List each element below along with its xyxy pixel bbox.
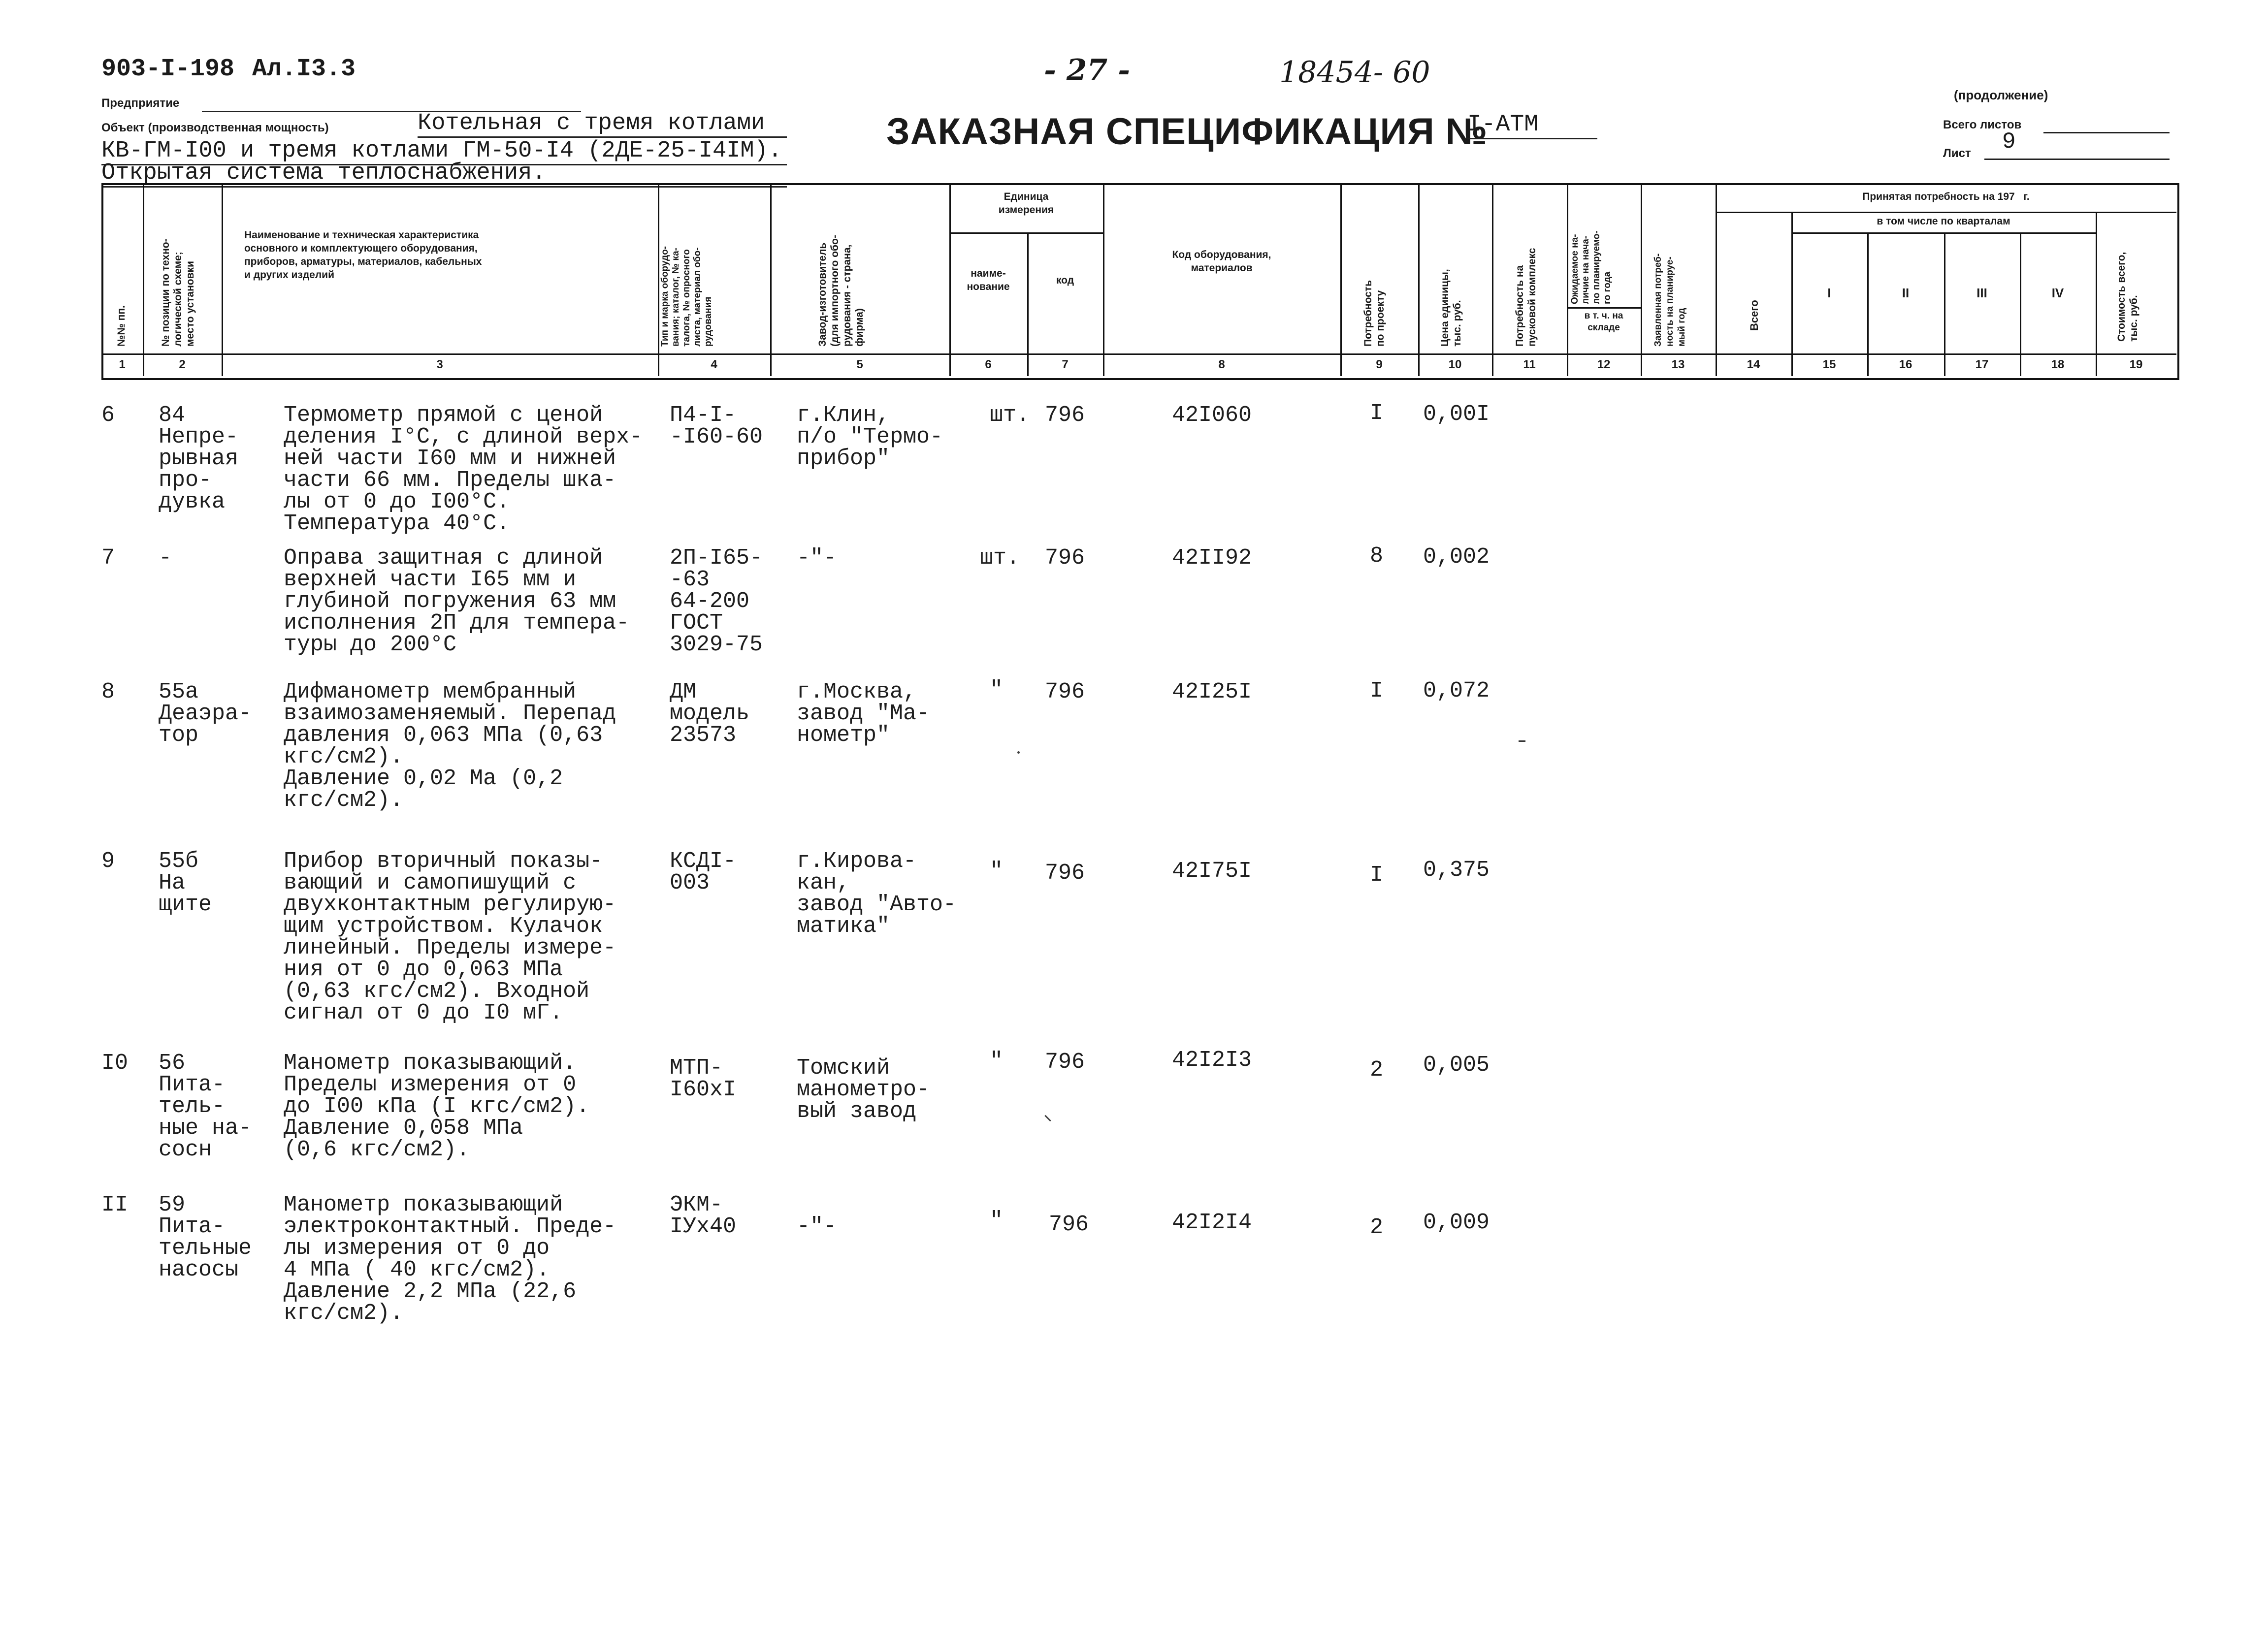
col-header-total-cost: Стоимость всего, тыс. руб. [2116,252,2139,342]
col-number: 1 [119,358,126,371]
row-type: П4-I- -I60-60 [670,403,763,449]
row-number: 9 [101,849,115,874]
col-header-num: №№ пп. [116,305,127,347]
row-description: Манометр показывающий. Пределы измерения от 0 до I00 кПа (I кгс/см2). Давление 0,058 МПа (0,6 кгс/см2). [284,1051,590,1162]
col-number: 5 [856,358,863,371]
row-quantity: 8 [1370,543,1384,569]
row-position: 55б На щите [159,849,212,917]
row-type: 2П-I65- -63 64-200 ГОСТ 3029-75 [670,545,763,657]
unit-group-divider [949,232,1103,234]
col-header-startup-need: Потребность на пусковой комплекс [1514,248,1538,347]
col-number: 18 [2051,358,2065,371]
object-line-3: Открытая система теплоснабжения. [101,160,787,188]
col-header-quarters: в том числе по кварталам [1877,216,2010,227]
row-material-code: 42I060 [1172,403,1252,428]
col-number: 16 [1899,358,1912,371]
total-sheets-label: Всего листов [1943,118,2022,131]
col-number: 12 [1597,358,1611,371]
row-quantity: I [1370,678,1384,703]
row-material-code: 42I25I [1172,679,1252,704]
row-unit: шт. [990,403,1030,428]
row-unit: " [990,1049,1004,1074]
col-number: 14 [1747,358,1760,371]
col-header-unit-name: наиме- нование [967,268,1010,292]
col-header-maker: Завод-изготовитель (для импортного обо- рудования - страна, фирма) [817,235,865,347]
col-number: 2 [179,358,186,371]
row-type: ДМ модель 23573 [670,679,750,748]
col-header-declared-need: Заявленная потреб- ность на планируе- мый год [1653,253,1687,347]
row-unit-code: 796 [1045,679,1085,704]
col-divider [143,183,144,376]
stock-divider [1567,307,1641,309]
col-number: 13 [1671,358,1685,371]
col-number: 3 [436,358,443,371]
col-divider [2096,212,2097,376]
col-number: 11 [1523,358,1536,371]
col-number: 10 [1448,358,1462,371]
row-unit: " [990,1208,1004,1233]
col-number: 4 [711,358,717,371]
col-divider [1641,183,1642,376]
row-unit-code: 796 [1045,1050,1085,1075]
col-header-unit-group: Единица измерения [998,191,1054,216]
row-quantity: I [1370,862,1384,888]
col-number: 15 [1822,358,1836,371]
col-header-position: № позиции по техно- логической схеме; место установки [160,238,196,347]
col-header-unit-code: код [1056,275,1074,286]
row-material-code: 42I75I [1172,859,1252,884]
col-number: 19 [2129,358,2143,371]
object-line-1: Котельная с тремя котлами [418,110,787,138]
row-maker: г.Клин, п/о "Термо- прибор" [797,403,943,471]
object-label: Объект (производственная мощность) [101,121,329,134]
row-number: 8 [101,679,115,704]
col-header-q4: IV [2051,286,2064,300]
col-number: 7 [1062,358,1069,371]
object-line-2: КВ-ГМ-I00 и тремя котлами ГМ-50-I4 (2ДЕ-25-I4IМ). [101,138,787,165]
sheet-number: 9 [2002,129,2016,155]
row-quantity: 2 [1370,1057,1384,1083]
quarters-divider [1791,232,2096,234]
col-divider [770,183,772,376]
col-header-q1: I [1827,286,1831,300]
row-unit-code: 796 [1049,1212,1089,1237]
row-price: 0,375 [1423,858,1490,883]
row-unit: " [990,677,1004,702]
row-position: 55а Деаэра- тор [159,679,252,748]
col-number: 9 [1376,358,1383,371]
col-divider [222,183,223,376]
column-header-table [101,183,2178,379]
row-material-code: 42II92 [1172,545,1252,571]
handwritten-number: 18454- 60 [1279,55,1430,90]
col-header-in-stock: в т. ч. на складе [1584,311,1623,333]
col-header-q3: III [1976,286,1987,300]
enterprise-label: Предприятие [101,96,180,110]
col-divider [1567,183,1568,376]
row-price: 0,00I [1423,402,1490,427]
row-number: 7 [101,545,115,571]
row-unit: шт. [980,545,1020,571]
row-material-code: 42I2I4 [1172,1210,1252,1235]
col-header-material-code: Код оборудования, материалов [1172,249,1271,274]
row-description: Оправа защитная с длиной верхней части I65 мм и глубиной погружения 63 мм исполнения 2П для темпера- туры до 200°С [284,545,630,657]
row-type: МТП- I60хI [670,1055,737,1102]
page-number: - 27 - [1044,53,1131,88]
row-number: 6 [101,403,115,428]
row-position: - [159,545,172,571]
row-unit-code: 796 [1045,403,1085,428]
row-maker: г.Москва, завод "Ма- нометр" [797,679,930,748]
row-description: Манометр показывающий электроконтактный. Преде- лы измерения от 0 до 4 МПа ( 40 кгс/см2). Давление 2,2 МПа (22,6 кгс/см2). [284,1192,616,1326]
col-divider [1418,183,1420,376]
row-price: 0,002 [1423,544,1490,570]
accepted-divider [1716,212,2176,213]
row-quantity: I [1370,401,1384,426]
row-quantity: 2 [1370,1215,1384,1240]
row-maker: -"- [797,1214,837,1239]
col-header-unit-price: Цена единицы, тыс. руб. [1439,269,1463,347]
col-header-type: Тип и марка оборудо- вания; каталог, № ка- талога, № опросного листа, материал обо- рудования [660,246,713,347]
row-maker: -"- [797,545,837,571]
row-unit-code: 796 [1045,545,1085,571]
scan-mark [1519,740,1525,742]
scan-mark [1017,751,1020,754]
doc-code: 903-I-198 [101,55,235,83]
sheet-label: Лист [1943,147,1971,160]
row-description: Прибор вторичный показы- вающий и самопишущий с двухконтактным регулирую- щим устройством. Кулачок линейный. Пределы измере- ния от 0 до 0,063 МПа (0,63 кгс/см2). Входной сигнал от 0 до I0 мГ. [284,849,616,1025]
row-description: Дифманометр мембранный взаимозаменяемый. Перепад давления 0,063 МПа (0,63 кгс/см2). Давление 0,02 Ма (0,2 кгс/см2). [284,679,616,813]
col-header-accepted-need: Принятая потребность на 197 г. [1862,191,2030,202]
row-maker: г.Кирова- кан, завод "Авто- матика" [797,849,957,939]
sheet-line [1984,159,2170,160]
row-unit-code: 796 [1045,861,1085,886]
row-position: 59 Пита- тельные насосы [159,1192,252,1282]
col-number: 6 [985,358,992,371]
col-header-project-need: Потребность по проекту [1362,280,1386,347]
col-header-q2: II [1902,286,1910,300]
spec-number: I-АТМ [1467,111,1597,139]
col-divider [1340,183,1342,376]
col-number: 8 [1218,358,1225,371]
row-price: 0,009 [1423,1210,1490,1235]
col-header-total: Всего [1748,300,1760,331]
row-position: 84 Непре- рывная про- дувка [159,403,239,514]
row-description: Термометр прямой с ценой деления I°С, с длиной верх- ней части I60 мм и нижней части 66 мм. Пределы шка- лы от 0 до I00°С. Температура 40°С. [284,403,643,536]
col-divider [1492,183,1493,376]
row-position: 56 Пита- тель- ные на- сосн [159,1051,252,1162]
row-type: КСДI- 003 [670,849,737,895]
total-sheets-line [2043,132,2170,133]
row-number: II [101,1192,129,1217]
continuation-label: (продолжение) [1954,88,2048,102]
row-unit: " [990,859,1004,884]
row-price: 0,005 [1423,1053,1490,1078]
album-ref: Ал.I3.3 [252,55,356,83]
col-header-expected-stock: Ожидаемое на- личие на нача- ло планируемо- го года [1570,230,1613,304]
scan-mark [1044,1115,1051,1121]
document-title: ЗАКАЗНАЯ СПЕЦИФИКАЦИЯ № [886,111,1488,153]
col-header-description: Наименование и техническая характеристика основного и комплектующего оборудования, приборов, арматуры, материалов, кабельных и других изделий [244,229,482,281]
row-maker: Томский манометро- вый завод [797,1055,930,1124]
row-type: ЭКМ- IУх40 [670,1192,737,1239]
row-material-code: 42I2I3 [1172,1048,1252,1073]
row-number: I0 [101,1051,129,1076]
col-divider [1103,183,1104,376]
col-number: 17 [1975,358,1989,371]
row-price: 0,072 [1423,678,1490,703]
